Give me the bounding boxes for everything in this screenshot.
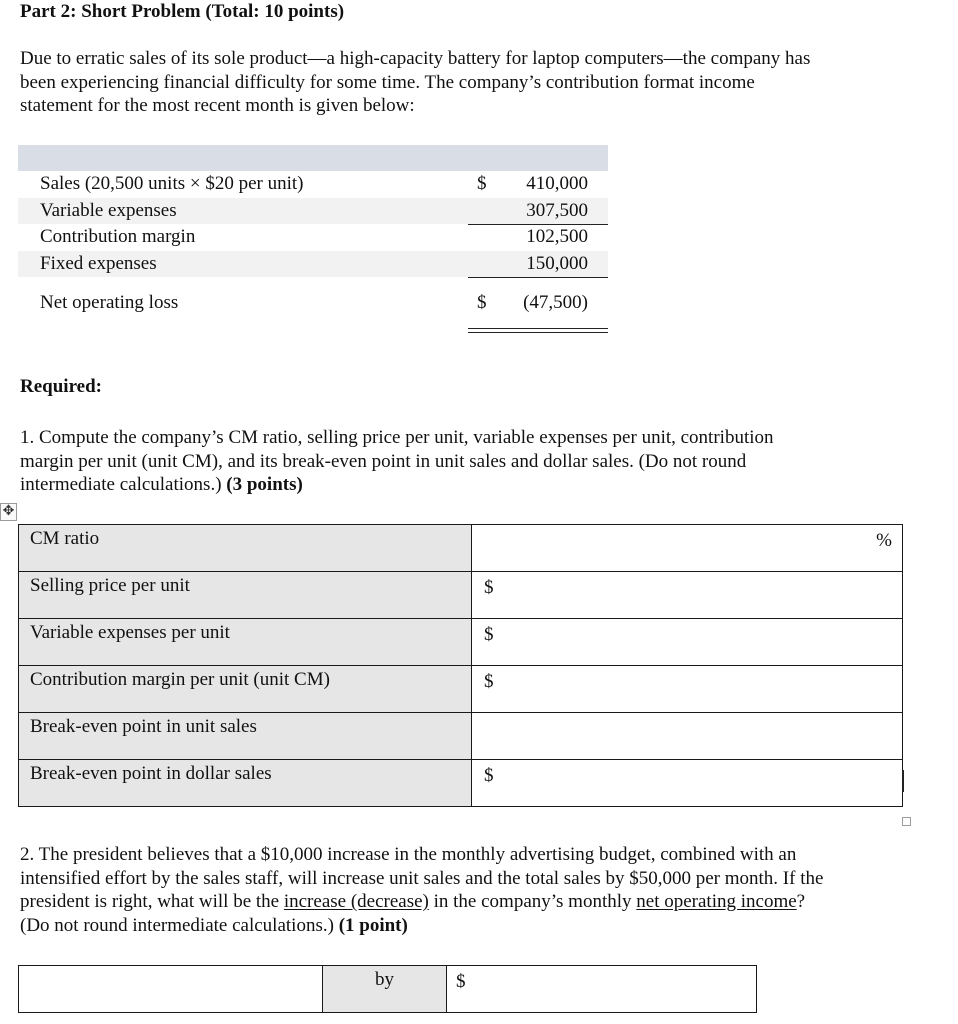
row-amount: (47,500) — [523, 292, 588, 313]
answer-row-variable-expenses — [19, 619, 903, 666]
question-line: 2. The president believes that a $10,000 increase in the monthly advertising budget, combined with an — [20, 844, 797, 865]
answer-row-unit-cm — [19, 666, 903, 713]
row-amount: 102,500 — [526, 226, 588, 247]
question-text: ? — [796, 891, 806, 912]
question-line — [20, 473, 940, 497]
row-label: Fixed expenses — [40, 252, 157, 274]
table-move-icon[interactable]: ✥ — [0, 503, 17, 521]
currency-symbol: $ — [477, 292, 487, 313]
answer-cell[interactable] — [472, 666, 903, 713]
currency-symbol: $ — [477, 173, 487, 194]
income-row-contribution-margin — [18, 224, 608, 251]
points-label: (1 point) — [338, 914, 408, 936]
row-amount: 307,500 — [526, 199, 588, 221]
question-text: (Do not round intermediate calculations.) — [20, 914, 339, 936]
answer-cell[interactable] — [472, 713, 903, 760]
income-row-sales — [18, 171, 608, 198]
answer-row-q2 — [19, 966, 757, 1013]
answer-label: Variable expenses per unit — [19, 619, 472, 666]
answer-label: Break-even point in unit sales — [19, 713, 472, 760]
answer-cell[interactable] — [472, 572, 903, 619]
answer-label: Selling price per unit — [19, 572, 472, 619]
currency-symbol: $ — [484, 577, 494, 598]
page-title: Part 2: Short Problem (Total: 10 points) — [20, 1, 345, 22]
break-even-dollars-input[interactable] — [504, 764, 870, 802]
answer-cell[interactable] — [472, 760, 903, 807]
question-text: president is right, what will be the — [20, 891, 284, 912]
question-1 — [20, 426, 940, 497]
selling-price-input[interactable] — [504, 576, 870, 614]
answer-row-break-even-dollars — [19, 760, 903, 807]
currency-symbol: $ — [484, 671, 494, 692]
underlined-term: net operating income — [636, 891, 797, 912]
required-heading: Required: — [20, 376, 102, 397]
question-line: intensified effort by the sales staff, will increase unit sales and the total sales by $50,000 per month. If the — [20, 867, 824, 889]
question-line: margin per unit (unit CM), and its break-even point in unit sales and dollar sales. (Do not round — [20, 450, 747, 472]
double-underline — [468, 328, 608, 333]
amount-cell[interactable] — [447, 966, 757, 1013]
answer-label: CM ratio — [19, 525, 472, 572]
text-cursor — [902, 770, 904, 792]
income-row-net-operating-loss — [18, 290, 608, 320]
points-label: (3 points) — [226, 474, 303, 495]
direction-input[interactable] — [23, 970, 318, 1008]
answer-table-q2 — [18, 965, 757, 1013]
question-line: 1. Compute the company’s CM ratio, selling price per unit, variable expenses per unit, contribution — [20, 427, 774, 448]
answer-row-cm-ratio — [19, 525, 903, 572]
answer-cell[interactable] — [472, 619, 903, 666]
table-resize-handle[interactable] — [902, 817, 911, 826]
unit-cm-input[interactable] — [504, 670, 870, 708]
currency-symbol: $ — [456, 971, 466, 992]
answer-row-break-even-units — [19, 713, 903, 760]
direction-cell[interactable] — [19, 966, 323, 1013]
question-line — [20, 890, 940, 914]
row-label: Sales (20,500 units × $20 per unit) — [40, 173, 304, 194]
row-amount: 410,000 — [526, 173, 588, 194]
answer-table-q1 — [18, 524, 903, 807]
intro-line: statement for the most recent month is given below: — [20, 95, 415, 116]
underlined-term: increase (decrease) — [283, 891, 429, 912]
question-line — [20, 914, 940, 938]
break-even-units-input[interactable] — [484, 717, 870, 755]
income-row-variable-expenses — [18, 198, 608, 225]
percent-symbol: % — [876, 530, 892, 551]
answer-label: Break-even point in dollar sales — [19, 760, 472, 807]
row-label: Variable expenses — [40, 199, 177, 221]
income-row-fixed-expenses — [18, 251, 608, 278]
answer-label: Contribution margin per unit (unit CM) — [19, 666, 472, 713]
cm-ratio-input[interactable] — [504, 529, 870, 567]
question-text: intermediate calculations.) — [20, 474, 227, 495]
income-statement — [18, 145, 608, 320]
currency-symbol: $ — [484, 624, 494, 645]
row-amount: 150,000 — [526, 252, 588, 274]
question-text: in the company’s monthly — [428, 891, 637, 912]
amount-input[interactable] — [475, 970, 752, 1008]
answer-row-selling-price — [19, 572, 903, 619]
by-label: by — [323, 966, 447, 1013]
income-statement-header — [18, 145, 608, 171]
variable-expenses-input[interactable] — [504, 623, 870, 661]
intro-paragraph — [20, 47, 940, 118]
intro-line: Due to erratic sales of its sole product—a high-capacity battery for laptop computers—the company has — [20, 48, 811, 69]
currency-symbol: $ — [484, 765, 494, 786]
intro-line: been experiencing financial difficulty for some time. The company’s contribution format income — [20, 71, 755, 93]
question-2 — [20, 843, 940, 937]
row-label: Contribution margin — [40, 226, 196, 247]
row-label: Net operating loss — [40, 292, 179, 313]
answer-cell[interactable] — [472, 525, 903, 572]
